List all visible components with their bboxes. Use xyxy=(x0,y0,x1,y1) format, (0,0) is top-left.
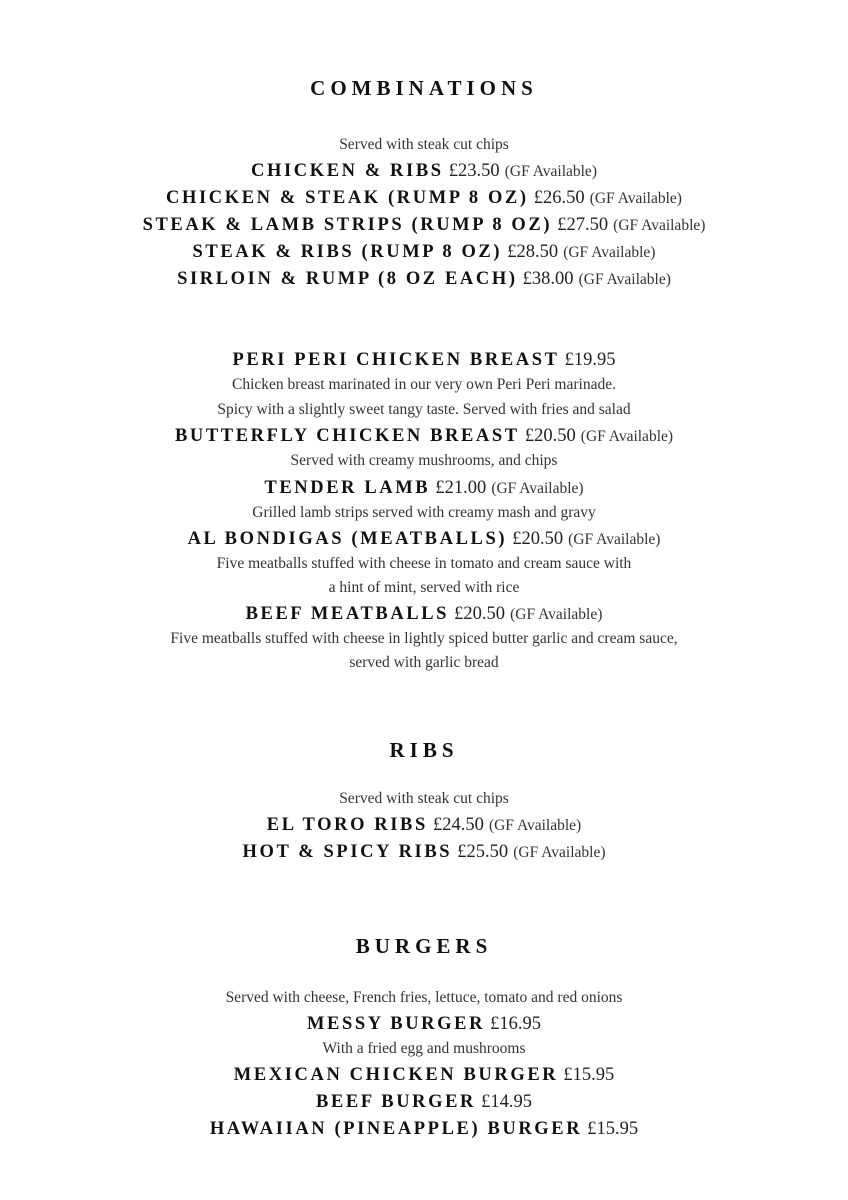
gf-note: (GF Available) xyxy=(580,428,674,445)
item-price: £20.50 xyxy=(454,604,506,624)
menu-item xyxy=(0,1116,848,1142)
section-heading-ribs: RIBS xyxy=(389,738,459,762)
gf-note: (GF Available) xyxy=(589,190,682,207)
menu-item xyxy=(0,185,848,212)
gf-note: (GF Available) xyxy=(578,271,671,288)
section-note: Served with steak cut chips xyxy=(339,790,509,807)
item-name: STEAK & LAMB STRIPS (RUMP 8 OZ) xyxy=(142,215,553,235)
item-price: £24.50 xyxy=(432,815,484,835)
item-description: a hint of mint, served with rice xyxy=(328,579,520,596)
menu-item xyxy=(0,812,848,839)
section-note: Served with cheese, French fries, lettuce, tomato and red onions xyxy=(225,989,623,1006)
item-price: £20.50 xyxy=(524,426,576,446)
menu-item xyxy=(0,212,848,239)
item-price: £15.95 xyxy=(587,1119,639,1139)
item-description: served with garlic bread xyxy=(349,654,499,671)
menu-item xyxy=(0,601,848,628)
section-note: Served with steak cut chips xyxy=(339,136,509,153)
item-price: £14.95 xyxy=(481,1092,532,1112)
item-price: £27.50 xyxy=(557,215,609,235)
item-name: MEXICAN CHICKEN BURGER xyxy=(233,1065,559,1085)
item-price: £21.00 xyxy=(435,478,487,498)
item-price: £19.95 xyxy=(564,350,616,370)
menu-item xyxy=(0,1062,848,1088)
item-name: BUTTERFLY CHICKEN BREAST xyxy=(174,426,520,446)
item-description: Served with creamy mushrooms, and chips xyxy=(290,452,558,469)
gf-note: (GF Available) xyxy=(510,606,603,623)
menu-item xyxy=(0,423,848,450)
item-price: £25.50 xyxy=(457,842,509,862)
item-name: EL TORO RIBS xyxy=(266,815,428,835)
item-name: AL BONDIGAS (MEATBALLS) xyxy=(187,529,508,549)
menu-item xyxy=(0,475,848,502)
item-name: HAWAIIAN (PINEAPPLE) BURGER xyxy=(209,1119,583,1139)
menu-item xyxy=(0,1089,848,1115)
gf-note: (GF Available) xyxy=(613,217,706,234)
item-price: £15.95 xyxy=(563,1065,615,1085)
gf-note: (GF Available) xyxy=(488,817,582,834)
item-name: PERI PERI CHICKEN BREAST xyxy=(232,350,560,370)
item-name: CHICKEN & RIBS xyxy=(251,161,444,181)
gf-note: (GF Available) xyxy=(513,844,606,861)
item-price: £28.50 xyxy=(507,242,559,262)
gf-note: (GF Available) xyxy=(504,163,597,180)
gf-note: (GF Available) xyxy=(563,244,656,261)
item-name: CHICKEN & STEAK (RUMP 8 OZ) xyxy=(166,188,529,208)
gf-note: (GF Available) xyxy=(491,480,584,497)
item-price: £23.50 xyxy=(448,161,500,181)
item-name: BEEF BURGER xyxy=(316,1092,477,1112)
item-name: BEEF MEATBALLS xyxy=(245,604,450,624)
item-name: HOT & SPICY RIBS xyxy=(242,842,453,862)
section-heading-burgers: BURGERS xyxy=(355,934,493,958)
menu-item xyxy=(0,1011,848,1037)
item-description: Five meatballs stuffed with cheese in lightly spiced butter garlic and cream sauce, xyxy=(170,630,678,647)
item-name: SIRLOIN & RUMP (8 OZ EACH) xyxy=(177,269,518,289)
item-name: STEAK & RIBS (RUMP 8 OZ) xyxy=(192,242,503,262)
menu-item xyxy=(0,266,848,293)
item-description: With a fried egg and mushrooms xyxy=(322,1040,526,1057)
menu-item xyxy=(0,839,848,866)
item-price: £38.00 xyxy=(522,269,574,289)
item-description: Spicy with a slightly sweet tangy taste. Served with fries and salad xyxy=(217,401,631,418)
menu-item xyxy=(0,347,848,373)
item-name: TENDER LAMB xyxy=(264,478,431,498)
item-price: £16.95 xyxy=(490,1014,541,1034)
item-description: Chicken breast marinated in our very own Peri Peri marinade. xyxy=(232,376,616,393)
menu-item xyxy=(0,158,848,185)
item-description: Five meatballs stuffed with cheese in tomato and cream sauce with xyxy=(216,555,632,572)
gf-note: (GF Available) xyxy=(568,531,661,548)
item-name: MESSY BURGER xyxy=(307,1014,486,1034)
section-heading-combinations: COMBINATIONS xyxy=(310,76,538,100)
item-price: £20.50 xyxy=(512,529,564,549)
menu-item xyxy=(0,526,848,553)
menu-item xyxy=(0,239,848,266)
item-description: Grilled lamb strips served with creamy mash and gravy xyxy=(252,504,596,521)
item-price: £26.50 xyxy=(533,188,585,208)
